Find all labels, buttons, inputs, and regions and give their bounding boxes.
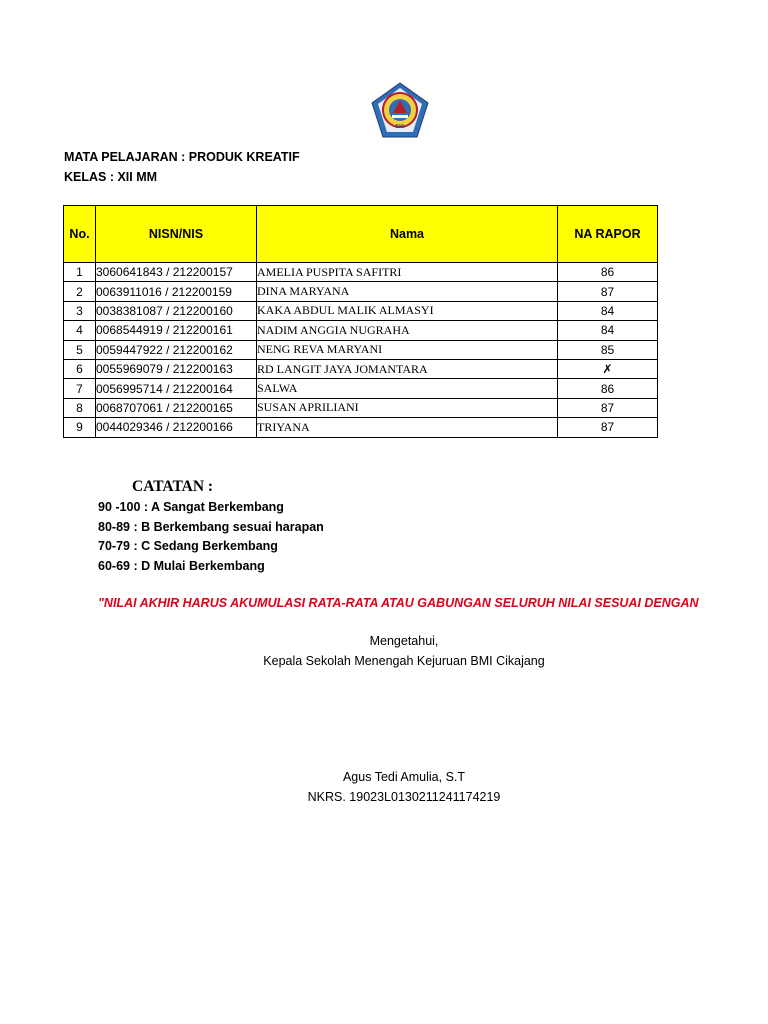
row-name: RD LANGIT JAYA JOMANTARA: [257, 359, 558, 378]
principal-name: Agus Tedi Amulia, S.T: [342, 770, 466, 784]
row-number: 3: [64, 301, 96, 320]
row-nisn: 0038381087 / 212200160: [96, 301, 257, 320]
column-header-name: Nama: [257, 206, 558, 263]
row-score: 84: [558, 321, 658, 340]
row-nisn: 3060641843 / 212200157: [96, 263, 257, 282]
table-row: [64, 418, 658, 437]
school-logo: [371, 82, 429, 138]
row-score: 87: [558, 418, 658, 437]
row-number: 8: [64, 398, 96, 417]
principal-title: Kepala Sekolah Menengah Kejuruan BMI Cikajang: [263, 654, 545, 668]
row-nisn: 0059447922 / 212200162: [96, 340, 257, 359]
row-number: 7: [64, 379, 96, 398]
row-score: 87: [558, 398, 658, 417]
row-score: 86: [558, 379, 658, 398]
table-row: [64, 379, 658, 398]
row-number: 6: [64, 359, 96, 378]
table-row: [64, 301, 658, 320]
row-nisn: 0056995714 / 212200164: [96, 379, 257, 398]
table-row: [64, 359, 658, 378]
row-nisn: 0055969079 / 212200163: [96, 359, 257, 378]
row-name: SUSAN APRILIANI: [257, 398, 558, 417]
table-row: [64, 340, 658, 359]
table-row: [64, 398, 658, 417]
grade-note-d: 60-69 : D Mulai Berkembang: [98, 559, 265, 574]
row-name: NENG REVA MARYANI: [257, 340, 558, 359]
row-score: 87: [558, 282, 658, 301]
notes-title: CATATAN :: [132, 478, 214, 495]
row-number: 4: [64, 321, 96, 340]
row-name: KAKA ABDUL MALIK ALMASYI: [257, 301, 558, 320]
column-header-no: No.: [64, 206, 96, 263]
final-grade-warning: "NILAI AKHIR HARUS AKUMULASI RATA-RATA ATAU GABUNGAN SELURUH NILAI SESUAI DENGAN: [98, 596, 699, 610]
row-name: NADIM ANGGIA NUGRAHA: [257, 321, 558, 340]
row-number: 5: [64, 340, 96, 359]
row-name: TRIYANA: [257, 418, 558, 437]
row-nisn: 0068544919 / 212200161: [96, 321, 257, 340]
row-nisn: 0068707061 / 212200165: [96, 398, 257, 417]
class-label: KELAS : XII MM: [64, 170, 158, 184]
grading-notes: [98, 498, 324, 577]
table-header-row: [64, 206, 658, 263]
row-score: 85: [558, 340, 658, 359]
row-name: SALWA: [257, 379, 558, 398]
row-number: 9: [64, 418, 96, 437]
row-nisn: 0044029346 / 212200166: [96, 418, 257, 437]
acknowledgement-label: Mengetahui,: [369, 634, 439, 648]
logo-text: BMI: [395, 124, 405, 130]
grade-note-a: 90 -100 : A Sangat Berkembang: [98, 500, 284, 514]
row-name: AMELIA PUSPITA SAFITRI: [257, 263, 558, 282]
grade-note-b: 80-89 : B Berkembang sesuai harapan: [98, 519, 324, 534]
grades-table: [63, 205, 658, 438]
row-score: 86: [558, 263, 658, 282]
column-header-score: NA RAPOR: [558, 206, 658, 263]
row-score: 84: [558, 301, 658, 320]
column-header-nisn: NISN/NIS: [96, 206, 257, 263]
row-number: 2: [64, 282, 96, 301]
row-number: 1: [64, 263, 96, 282]
row-nisn: 0063911016 / 212200159: [96, 282, 257, 301]
table-row: [64, 282, 658, 301]
row-score: ✗: [558, 359, 658, 378]
row-name: DINA MARYANA: [257, 282, 558, 301]
table-row: [64, 263, 658, 282]
principal-id: NKRS. 19023L0130211241174219: [307, 790, 501, 804]
table-row: [64, 321, 658, 340]
grade-note-c: 70-79 : C Sedang Berkembang: [98, 539, 278, 554]
subject-label: MATA PELAJARAN : PRODUK KREATIF: [64, 150, 300, 164]
